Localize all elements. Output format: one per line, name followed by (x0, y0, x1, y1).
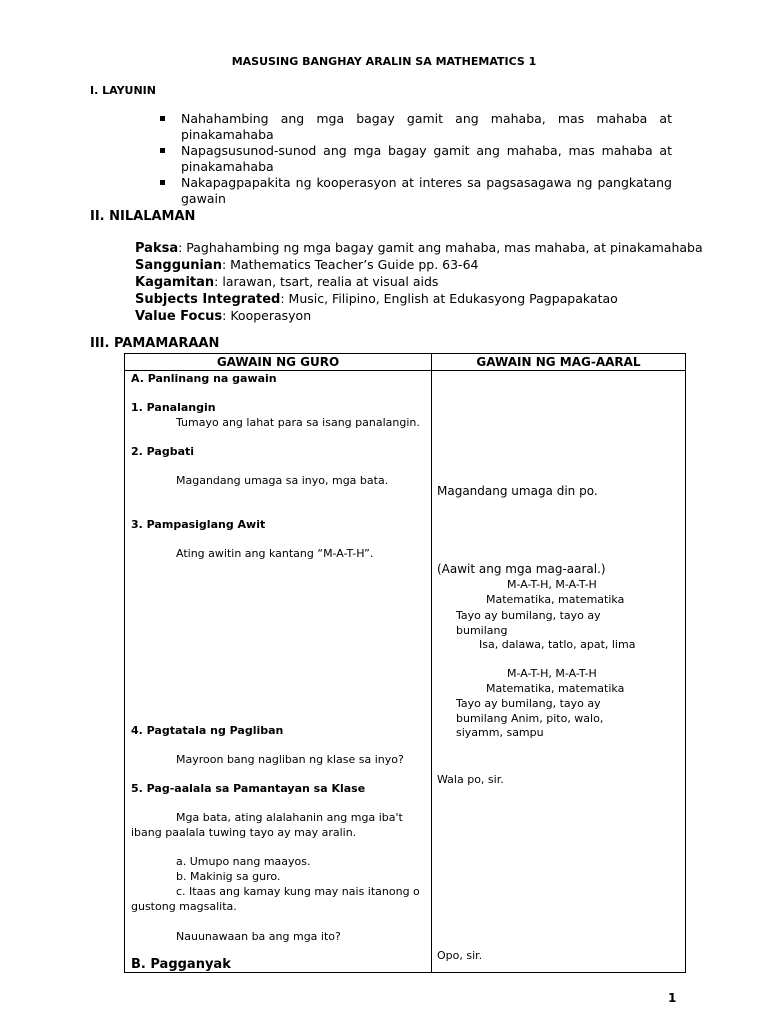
detail-subjects-integrated: Subjects Integrated: Music, Filipino, English at Edukasyong Pagpapakatao (135, 291, 618, 307)
procedure-table (124, 353, 686, 973)
teacher-pamantayan-text-2: ibang paalala tuwing tayo ay may aralin. (131, 826, 357, 839)
square-bullet-icon (160, 116, 165, 121)
teacher-pagliban-heading: 4. Pagtatala ng Pagliban (131, 724, 284, 737)
teacher-pagliban-text: Mayroon bang nagliban ng klase sa inyo? (176, 753, 404, 766)
song-verse1-line5: Isa, dalawa, tatlo, apat, lima (479, 638, 636, 651)
song-verse1-line2: Matematika, matematika (486, 593, 625, 606)
square-bullet-icon (160, 180, 165, 185)
teacher-rule-a: a. Umupo nang maayos. (176, 855, 311, 868)
teacher-awit-text: Ating awitin ang kantang “M-A-T-H”. (176, 547, 374, 560)
content-details (135, 240, 703, 325)
document-title: MASUSING BANGHAY ARALIN SA MATHEMATICS 1 (231, 55, 537, 68)
song-verse2-line1: M-A-T-H, M-A-T-H (507, 667, 597, 680)
column-header-teacher: GAWAIN NG GURO (216, 355, 340, 369)
section-heading-nilalaman: II. NILALAMAN (90, 209, 196, 224)
teacher-b-heading: B. Pagganyak (131, 957, 231, 972)
teacher-rule-c-1: c. Itaas ang kamay kung may nais itanong o (176, 885, 420, 898)
song-verse1-line3: Tayo ay bumilang, tayo ay (456, 609, 601, 622)
teacher-pamantayan-text-1: Mga bata, ating alalahanin ang mga iba't (176, 811, 403, 824)
column-header-student: GAWAIN NG MAG-AARAL (476, 355, 641, 369)
detail-value-focus: Value Focus: Kooperasyon (135, 308, 312, 324)
teacher-check-text: Nauunawaan ba ang mga ito? (176, 930, 341, 943)
song-verse2-line4: bumilang Anim, pito, walo, (456, 712, 604, 725)
teacher-awit-heading: 3. Pampasiglang Awit (131, 518, 266, 531)
song-verse2-line3: Tayo ay bumilang, tayo ay (456, 697, 601, 710)
header-divider (125, 370, 685, 371)
teacher-a-heading: A. Panlinang na gawain (131, 372, 277, 385)
section-heading-layunin: I. LAYUNIN (90, 84, 156, 97)
teacher-panalangin-text: Tumayo ang lahat para sa isang panalangin. (176, 416, 420, 429)
teacher-rule-c-2: gustong magsalita. (131, 900, 237, 913)
student-sing-note: (Aawit ang mga mag-aaral.) (437, 562, 606, 576)
objectives-list (158, 111, 672, 207)
student-absent-reply: Wala po, sir. (437, 773, 504, 786)
song-verse1-line1: M-A-T-H, M-A-T-H (507, 578, 597, 591)
song-verse2-line2: Matematika, matematika (486, 682, 625, 695)
detail-sanggunian: Sanggunian: Mathematics Teacher’s Guide pp. 63-64 (135, 257, 479, 273)
detail-paksa: Paksa: Paghahambing ng mga bagay gamit ang mahaba, mas mahaba, at pinakamahaba (135, 240, 703, 256)
student-greeting: Magandang umaga din po. (437, 484, 598, 498)
detail-kagamitan: Kagamitan: larawan, tsart, realia at visual aids (135, 274, 439, 290)
objective-item: Napagsusunod-sunod ang mga bagay gamit ang mahaba, mas mahaba at pinakamahaba (158, 143, 672, 175)
teacher-rule-b: b. Makinig sa guro. (176, 870, 281, 883)
page-number: 1 (668, 991, 677, 1005)
teacher-panalangin-heading: 1. Panalangin (131, 401, 216, 414)
teacher-pagbati-text: Magandang umaga sa inyo, mga bata. (176, 474, 389, 487)
objective-item: Nahahambing ang mga bagay gamit ang mahaba, mas mahaba at pinakamahaba (158, 111, 672, 143)
song-verse1-line4: bumilang (456, 624, 508, 637)
song-verse2-line5: siyamm, sampu (456, 726, 544, 739)
teacher-pagbati-heading: 2. Pagbati (131, 445, 195, 458)
section-heading-pamamaraan: III. PAMAMARAAN (90, 336, 220, 351)
student-yes-reply: Opo, sir. (437, 949, 483, 962)
objective-item: Nakapagpapakita ng kooperasyon at interes sa pagsasagawa ng pangkatang gawain (158, 175, 672, 207)
teacher-pamantayan-heading: 5. Pag-aalala sa Pamantayan sa Klase (131, 782, 366, 795)
column-divider (431, 354, 432, 972)
square-bullet-icon (160, 148, 165, 153)
